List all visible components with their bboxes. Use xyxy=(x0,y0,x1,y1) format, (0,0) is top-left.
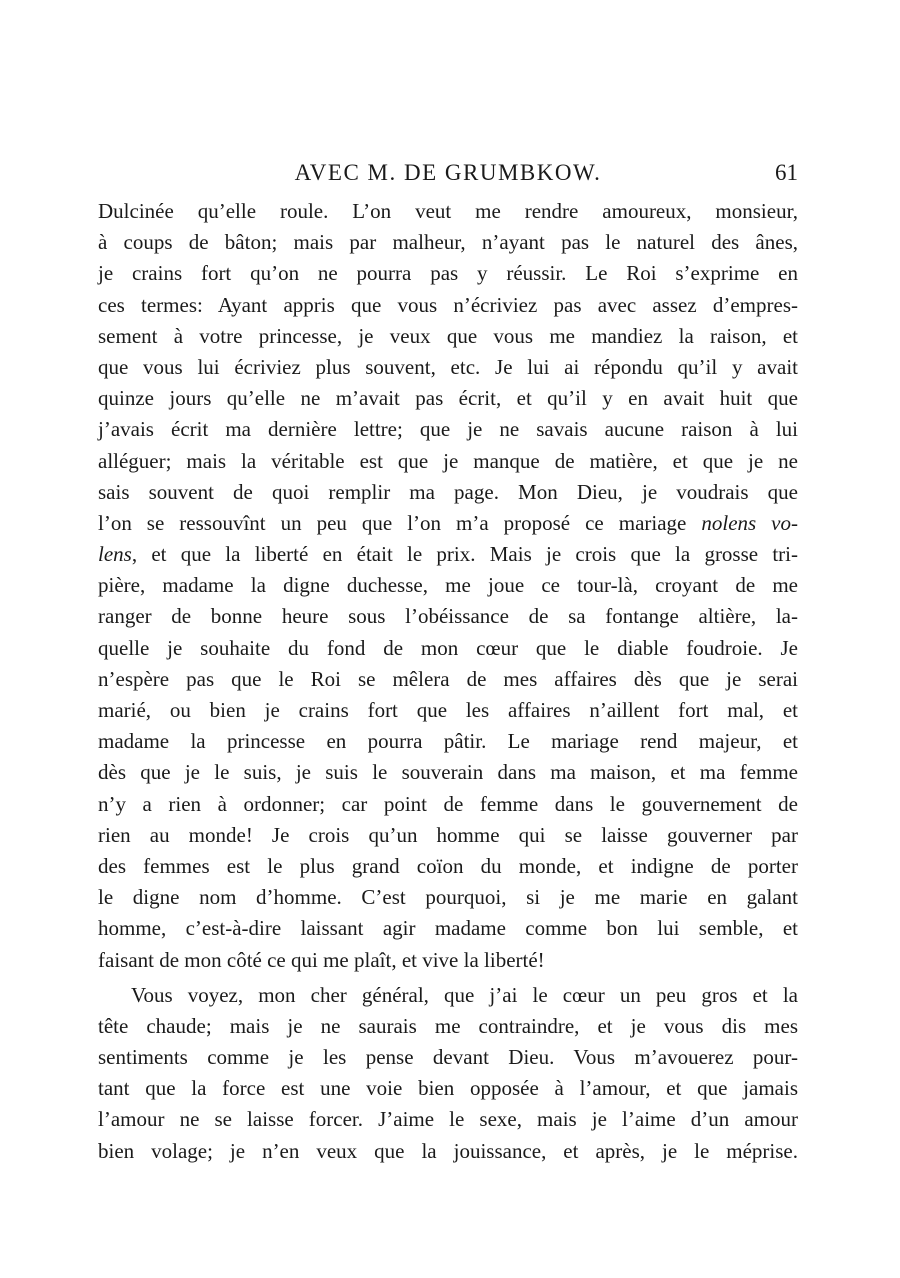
text-line: des femmes est le plus grand coïon du monde, et indigne de porter xyxy=(98,853,798,878)
text-line: faisant de mon côté ce qui me plaît, et vive la liberté! xyxy=(98,947,545,972)
text-line: que vous lui écriviez plus souvent, etc. Je lui ai répondu qu’il y avait xyxy=(98,354,798,379)
text-line: ces termes: Ayant appris que vous n’écriviez pas avec assez d’empres- xyxy=(98,292,798,317)
text-line: je crains fort qu’on ne pourra pas y réussir. Le Roi s’exprime en xyxy=(98,261,798,286)
paragraph xyxy=(98,980,798,1167)
text-line: quinze jours qu’elle ne m’avait pas écrit, et qu’il y en avait huit que xyxy=(98,386,798,411)
text-line: l’on se ressouvînt un peu que l’on m’a proposé ce mariage nolens vo- xyxy=(98,510,798,535)
text-line: tant que la force est une voie bien opposée à l’amour, et que jamais xyxy=(98,1076,798,1101)
text-line: tête chaude; mais je ne saurais me contraindre, et je vous dis mes xyxy=(98,1013,798,1038)
text-line: j’avais écrit ma dernière lettre; que je ne savais aucune raison à lui xyxy=(98,417,798,442)
text-line: lens, et que la liberté en était le prix. Mais je crois que la grosse tri- xyxy=(98,542,798,567)
text-line: alléguer; mais la véritable est que je manque de matière, et que je ne xyxy=(98,448,798,473)
text-line: sement à votre princesse, je veux que vous me mandiez la raison, et xyxy=(98,323,798,348)
italic-phrase: lens xyxy=(98,542,132,567)
text-line: sentiments comme je les pense devant Dieu. Vous m’avouerez pour- xyxy=(98,1045,798,1070)
page-number: 61 xyxy=(775,160,798,185)
running-head xyxy=(98,160,798,190)
text-line: madame la princesse en pourra pâtir. Le mariage rend majeur, et xyxy=(98,729,798,754)
text-line: le digne nom d’homme. C’est pourquoi, si je me marie en galant xyxy=(98,885,798,910)
text-line: quelle je souhaite du fond de mon cœur que le diable foudroie. Je xyxy=(98,635,798,660)
running-title: AVEC M. DE GRUMBKOW. xyxy=(294,160,602,185)
text-line: marié, ou bien je crains fort que les affaires n’aillent fort mal, et xyxy=(98,698,798,722)
text-line: Dulcinée qu’elle roule. L’on veut me rendre amoureux, monsieur, xyxy=(98,199,798,223)
text-line: à coups de bâton; mais par malheur, n’ayant pas le naturel des ânes, xyxy=(98,230,798,255)
text-line: l’amour ne se laisse forcer. J’aime le sexe, mais je l’aime d’un amour xyxy=(98,1107,798,1132)
text-line: pière, madame la digne duchesse, me joue ce tour-là, croyant de me xyxy=(98,573,798,598)
body-text xyxy=(98,196,798,1167)
text-line: dès que je le suis, je suis le souverain dans ma maison, et ma femme xyxy=(98,760,798,785)
text-line: homme, c’est-à-dire laissant agir madame comme bon lui semble, et xyxy=(98,916,798,941)
text-line: n’y a rien à ordonner; car point de femme dans le gouvernement de xyxy=(98,791,798,816)
paragraph xyxy=(98,196,798,976)
text-line: bien volage; je n’en veux que la jouissance, et après, je le méprise. xyxy=(98,1138,798,1163)
text-line: n’espère pas que le Roi se mêlera de mes affaires dès que je serai xyxy=(98,666,798,691)
italic-phrase: nolens vo- xyxy=(701,510,798,535)
text-line: rien au monde! Je crois qu’un homme qui se laisse gouverner par xyxy=(98,822,798,847)
text-line: sais souvent de quoi remplir ma page. Mon Dieu, je voudrais que xyxy=(98,479,798,504)
text-line: ranger de bonne heure sous l’obéissance de sa fontange altière, la- xyxy=(98,604,798,629)
text-line: Vous voyez, mon cher général, que j’ai le cœur un peu gros et la xyxy=(131,982,798,1007)
